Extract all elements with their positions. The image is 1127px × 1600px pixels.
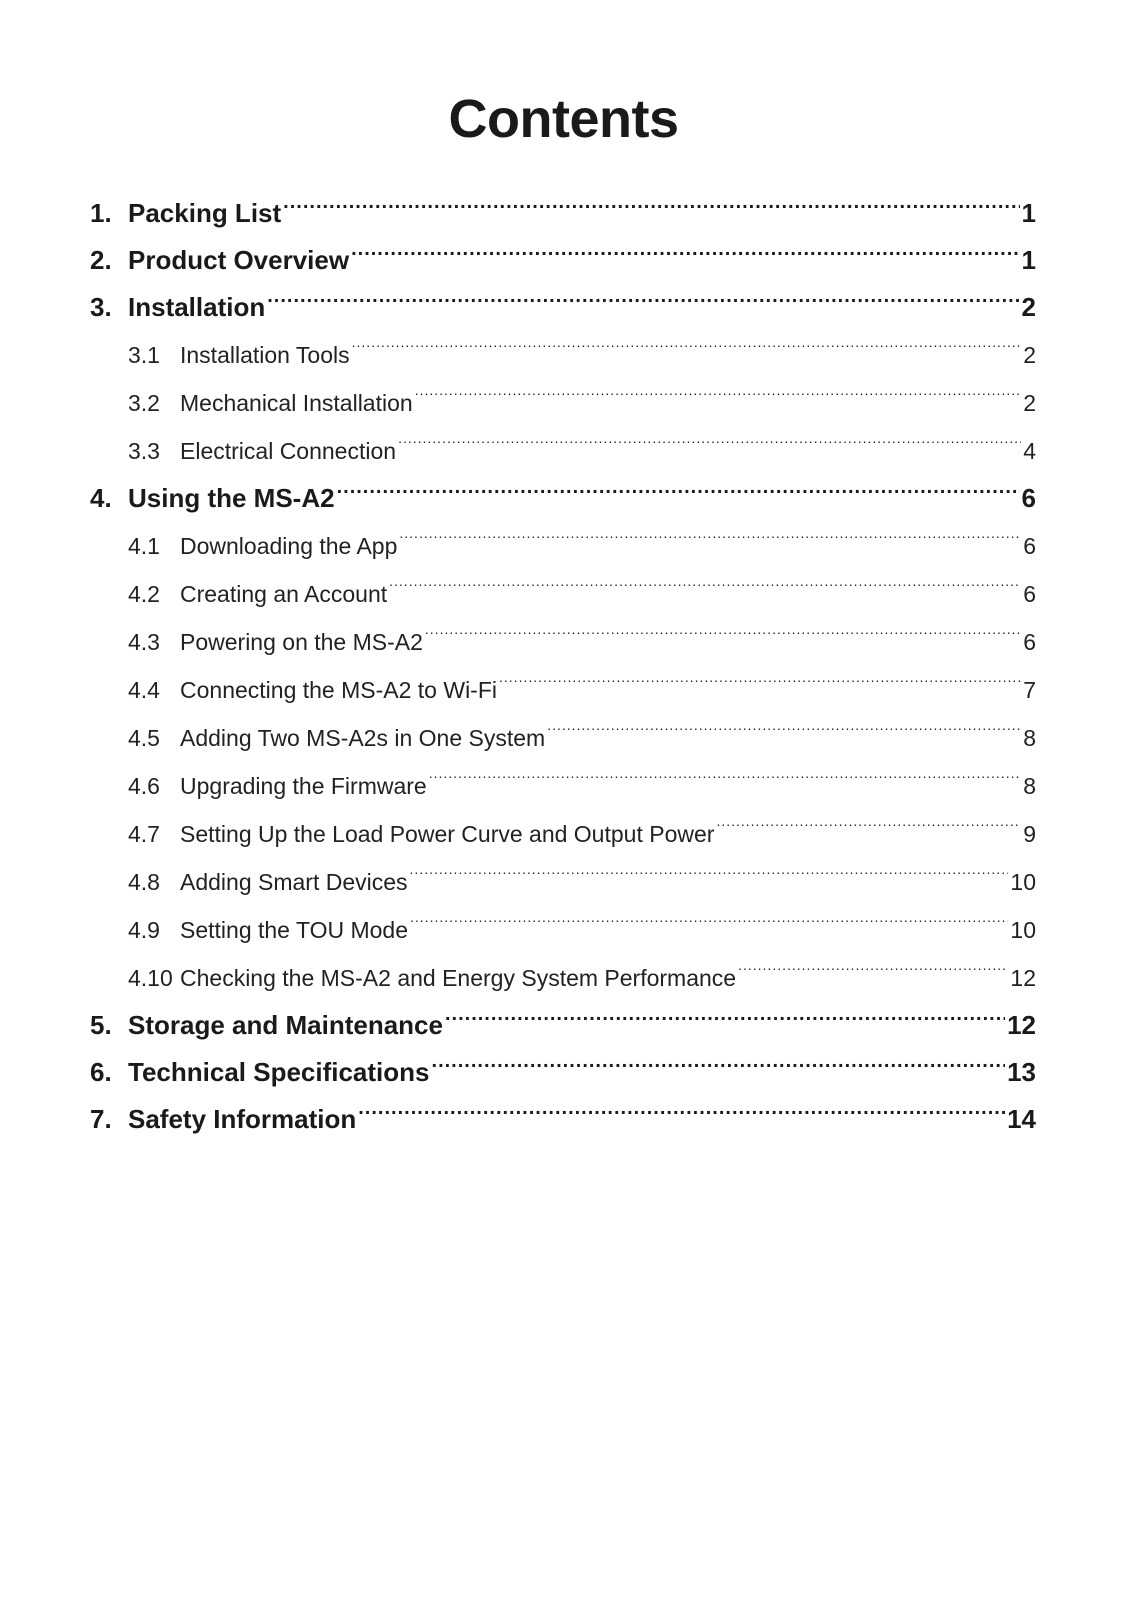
toc-entry-number: 4.10 xyxy=(128,965,173,991)
toc-entry-number: 4. xyxy=(90,483,112,513)
toc-entry-number: 4.2 xyxy=(128,581,160,607)
toc-entry-number: 3. xyxy=(90,292,112,322)
toc-entry-number: 6. xyxy=(90,1057,112,1087)
toc-entry-number: 4.3 xyxy=(128,629,160,655)
toc-entry-page: 4 xyxy=(1023,438,1036,464)
toc-entry-number: 4.8 xyxy=(128,869,160,895)
toc-entry-page: 2 xyxy=(1023,342,1036,368)
dot-leader xyxy=(415,388,1022,411)
toc-subentry[interactable] xyxy=(90,618,1036,666)
dot-leader xyxy=(547,723,1021,746)
toc-entry-number: 4.9 xyxy=(128,917,160,943)
toc-entry-page: 10 xyxy=(1010,869,1036,895)
dot-leader xyxy=(738,963,1008,986)
toc-entry[interactable] xyxy=(90,475,1036,522)
toc-entry[interactable] xyxy=(90,1002,1036,1049)
toc-entry-page: 13 xyxy=(1007,1057,1036,1087)
toc-entry-number: 4.4 xyxy=(128,677,160,703)
toc-entry-page: 1 xyxy=(1021,245,1036,275)
toc-entry-number: 3.2 xyxy=(128,390,160,416)
dot-leader xyxy=(398,436,1021,459)
dot-leader xyxy=(429,771,1021,794)
toc-entry-page: 6 xyxy=(1023,629,1036,655)
toc-entry[interactable] xyxy=(90,237,1036,284)
toc-entry-label: Mechanical Installation xyxy=(180,390,413,416)
toc-entry[interactable] xyxy=(90,1049,1036,1096)
toc-entry-page: 12 xyxy=(1007,1010,1036,1040)
toc-entry-number: 3.1 xyxy=(128,342,160,368)
dot-leader xyxy=(499,675,1021,698)
toc-entry-label: Creating an Account xyxy=(180,581,388,607)
toc-subentry[interactable] xyxy=(90,522,1036,570)
toc-entry-page: 7 xyxy=(1023,677,1036,703)
toc-entry-label: Setting Up the Load Power Curve and Output Power xyxy=(180,821,715,847)
page-title: Contents xyxy=(448,89,679,149)
toc-entry-page: 2 xyxy=(1023,390,1036,416)
toc-entry-page: 8 xyxy=(1023,725,1036,751)
toc-entry-label: Electrical Connection xyxy=(180,438,397,464)
toc-subentry[interactable] xyxy=(90,810,1036,858)
dot-leader xyxy=(351,243,1019,269)
dot-leader xyxy=(267,290,1019,316)
dot-leader xyxy=(410,915,1008,938)
toc-entry-page: 14 xyxy=(1007,1104,1036,1134)
toc-entry-page: 2 xyxy=(1021,292,1036,322)
toc-entry-label: Setting the TOU Mode xyxy=(180,917,409,943)
toc-entry-label: Downloading the App xyxy=(180,533,398,559)
toc-subentry[interactable] xyxy=(90,379,1036,427)
toc-entry-label: Installation xyxy=(128,292,266,322)
toc-entry-page: 6 xyxy=(1021,483,1036,513)
toc-entry-page: 10 xyxy=(1010,917,1036,943)
toc-entry-number: 4.5 xyxy=(128,725,160,751)
toc-entry-label: Product Overview xyxy=(128,245,350,275)
toc-entry-label: Checking the MS-A2 and Energy System Performance xyxy=(180,965,737,991)
toc-entry-label: Installation Tools xyxy=(180,342,350,368)
toc-entry-page: 12 xyxy=(1010,965,1036,991)
toc-entry-number: 5. xyxy=(90,1010,112,1040)
dot-leader xyxy=(425,627,1021,650)
dot-leader xyxy=(337,481,1020,507)
toc-subentry[interactable] xyxy=(90,714,1036,762)
toc-entry-label: Using the MS-A2 xyxy=(128,483,335,513)
toc-subentry[interactable] xyxy=(90,427,1036,475)
dot-leader xyxy=(445,1008,1005,1034)
toc-subentry[interactable] xyxy=(90,858,1036,906)
toc-entry[interactable] xyxy=(90,284,1036,331)
toc-entry-number: 3.3 xyxy=(128,438,160,464)
toc-entry-label: Upgrading the Firmware xyxy=(180,773,427,799)
dot-leader xyxy=(399,531,1021,554)
toc-entry-number: 4.6 xyxy=(128,773,160,799)
table-of-contents xyxy=(90,190,1036,1143)
toc-entry[interactable] xyxy=(90,190,1036,237)
toc-entry-number: 4.1 xyxy=(128,533,160,559)
toc-entry-number: 2. xyxy=(90,245,112,275)
toc-entry-page: 6 xyxy=(1023,533,1036,559)
toc-subentry[interactable] xyxy=(90,762,1036,810)
toc-entry-number: 4.7 xyxy=(128,821,160,847)
toc-entry-label: Powering on the MS-A2 xyxy=(180,629,423,655)
toc-entry[interactable] xyxy=(90,1096,1036,1143)
dot-leader xyxy=(389,579,1021,602)
dot-leader xyxy=(410,867,1009,890)
toc-entry-number: 1. xyxy=(90,198,112,228)
toc-entry-label: Adding Smart Devices xyxy=(180,869,408,895)
toc-entry-page: 1 xyxy=(1021,198,1036,228)
toc-entry-label: Safety Information xyxy=(128,1104,357,1134)
toc-subentry[interactable] xyxy=(90,331,1036,379)
toc-entry-label: Packing List xyxy=(128,198,282,228)
dot-leader xyxy=(432,1055,1006,1081)
toc-entry-label: Adding Two MS-A2s in One System xyxy=(180,725,546,751)
dot-leader xyxy=(358,1102,1005,1128)
toc-entry-label: Connecting the MS-A2 to Wi-Fi xyxy=(180,677,498,703)
toc-subentry[interactable] xyxy=(90,666,1036,714)
toc-entry-number: 7. xyxy=(90,1104,112,1134)
dot-leader xyxy=(283,196,1019,222)
dot-leader xyxy=(716,819,1021,842)
toc-entry-page: 6 xyxy=(1023,581,1036,607)
toc-entry-label: Technical Specifications xyxy=(128,1057,430,1087)
toc-subentry[interactable] xyxy=(90,570,1036,618)
toc-entry-label: Storage and Maintenance xyxy=(128,1010,443,1040)
dot-leader xyxy=(352,340,1022,363)
toc-entry-page: 8 xyxy=(1023,773,1036,799)
toc-subentry[interactable] xyxy=(90,906,1036,954)
toc-subentry[interactable] xyxy=(90,954,1036,1002)
toc-entry-page: 9 xyxy=(1023,821,1036,847)
